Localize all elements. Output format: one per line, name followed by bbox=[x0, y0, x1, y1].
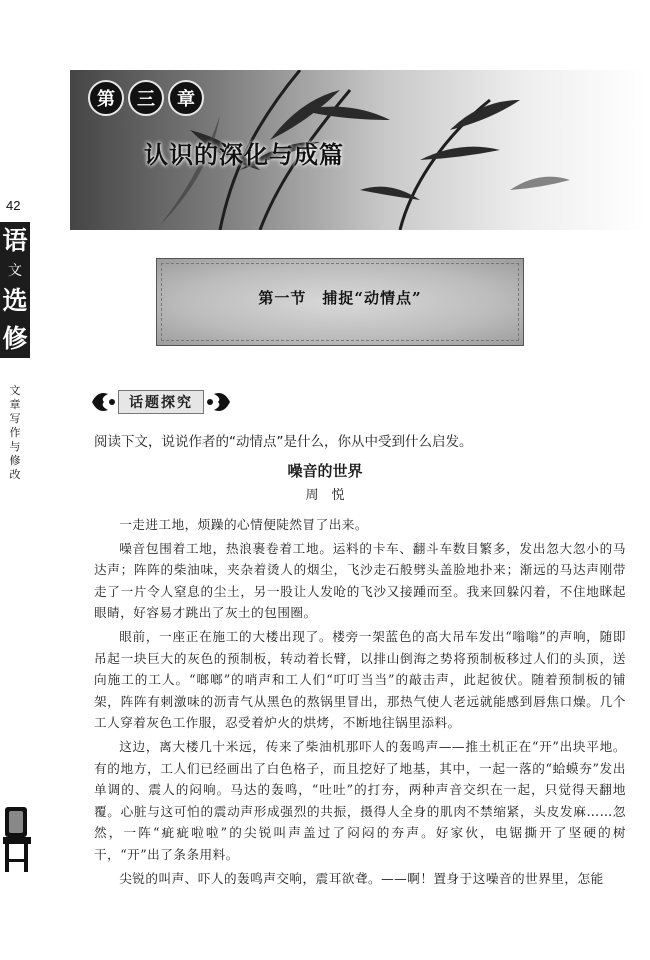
topic-header bbox=[90, 388, 232, 416]
essay-title: 噪音的世界 bbox=[287, 462, 363, 480]
essay-body bbox=[94, 514, 626, 891]
side-subtitle-char: 作 bbox=[9, 426, 21, 439]
section-header-box bbox=[156, 258, 524, 346]
chapter-label-char: 三 bbox=[128, 80, 164, 116]
chair-icon bbox=[2, 805, 32, 875]
essay-paragraph: 这边，离大楼几十米远，传来了柴油机那吓人的轰鸣声——推土机正在“开”出块平地。有的地方，工人们已经画出了白色格子，而且挖好了地基，其中，一起一落的“蛤蟆夯”发出单调的、震人的闷响。马达的轰鸣，“吐吐”的打夯，两种声音交织在一起，只觉得天翻地覆。心脏与这可怕的震动声形成强烈的共振，摄得人全身的肌肉不禁缩紧，头皮发麻……忽然，一阵“疵疵啦啦”的尖锐叫声盖过了闷闷的夯声。好家伙，电锯撕开了坚硬的树干，“开”出了条条用料。 bbox=[94, 738, 626, 862]
side-subtitle-char: 写 bbox=[9, 412, 21, 425]
side-subtitle-char: 改 bbox=[9, 468, 21, 481]
page-number: 42 bbox=[6, 198, 21, 213]
side-subtitle-char: 文 bbox=[9, 384, 21, 397]
ornament-right-icon bbox=[204, 388, 232, 416]
side-subtitle-char: 章 bbox=[9, 398, 21, 411]
side-title-char: 选 bbox=[2, 286, 28, 315]
chapter-label-char: 第 bbox=[88, 80, 124, 116]
essay-author: 周 悦 bbox=[305, 488, 345, 503]
side-subtitle-char: 修 bbox=[9, 454, 21, 467]
essay-paragraph: 尖锐的叫声、吓人的轰鸣声交响，震耳欲聋。——啊！置身于这噪音的世界里，怎能 bbox=[119, 870, 604, 886]
instruction-text: 阅读下文，说说作者的“动情点”是什么，你从中受到什么启发。 bbox=[94, 434, 473, 450]
topic-label: 话题探究 bbox=[118, 390, 204, 414]
essay-paragraph: 眼前，一座正在施工的大楼出现了。楼旁一架蓝色的高大吊车发出“嗡嗡”的声响，随即吊起一块巨大的灰色的预制板，转动着长臂，以排山倒海之势将预制板移过人们的头顶，送向施工的工人。“啷啷”的哨声和工人们“叮叮当当”的敲击声，此起彼伏。随着预制板的铺架，阵阵有刺激味的沥青气从黑色的熬锅里冒出，那热气使人老远就能感到唇焦口燥。几个工人穿着灰色工作服，忍受着炉火的烘烤，不断地往锅里添料。 bbox=[94, 628, 626, 731]
ornament-left-icon bbox=[90, 388, 118, 416]
essay-paragraph: 噪音包围着工地，热浪裹卷着工地。运料的卡车、翻斗车数目繁多，发出忽大忽小的马达声；阵阵的柴油味，夹杂着烫人的烟尘，飞沙走石般劈头盖脸地扑来；渐远的马达声刚带走了一片令人窒息的尘土，另一股让人发呛的飞沙又接踵而至。我来回躲闪着，不住地眯起眼睛，好容易才跳出了灰土的包围圈。 bbox=[94, 540, 626, 621]
side-title-char: 修 bbox=[2, 324, 28, 353]
side-title-char: 文 bbox=[8, 263, 22, 279]
chapter-title: 认识的深化与成篇 bbox=[144, 140, 344, 169]
chapter-label bbox=[88, 80, 204, 116]
chapter-label-char: 章 bbox=[168, 80, 204, 116]
essay-paragraph: 一走进工地，烦躁的心情便陡然冒了出来。 bbox=[119, 517, 368, 532]
side-title-char: 语 bbox=[2, 226, 28, 255]
section-title: 第一节 捕捉“动情点” bbox=[258, 289, 422, 307]
side-title bbox=[0, 222, 30, 358]
side-subtitle-char: 与 bbox=[9, 440, 21, 453]
